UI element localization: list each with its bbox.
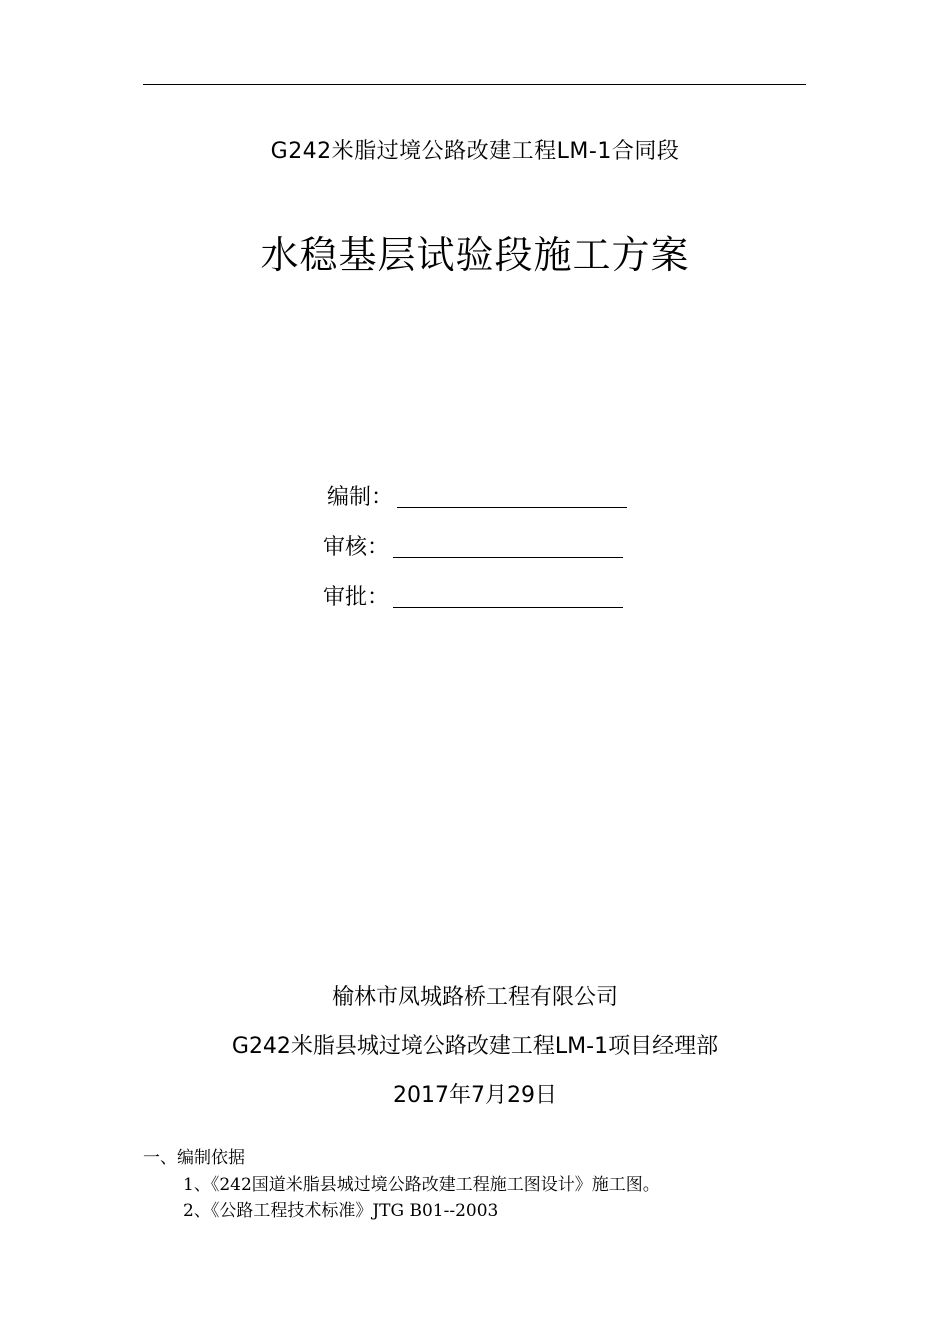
document-date: 2017年7月29日 [393,1083,557,1108]
basis-item: 1、《242国道米脂县城过境公路改建工程施工图设计》施工图。 [183,1175,660,1195]
project-department: G242米脂县城过境公路改建工程LM-1项目经理部 [231,1034,719,1059]
review-signature-line [393,557,623,558]
approve-signature-row [323,578,623,612]
basis-item: 2、《公路工程技术标准》JTG B01--2003 [183,1201,499,1221]
project-contract-line: G242米脂过境公路改建工程LM-1合同段 [270,139,680,164]
header-rule [143,84,806,85]
document-title: 水稳基层试验段施工方案 [260,233,690,277]
section-heading: 一、编制依据 [143,1148,245,1168]
review-signature-row [323,528,623,562]
basis-section [143,1144,843,1224]
company-name: 榆林市凤城路桥工程有限公司 [331,985,618,1010]
approve-label: 审批： [323,585,390,610]
compile-label: 编制： [327,485,394,510]
review-label: 审核： [323,535,390,560]
compile-signature-line [397,507,627,508]
approve-signature-line [393,607,623,608]
compile-signature-row [327,478,627,512]
